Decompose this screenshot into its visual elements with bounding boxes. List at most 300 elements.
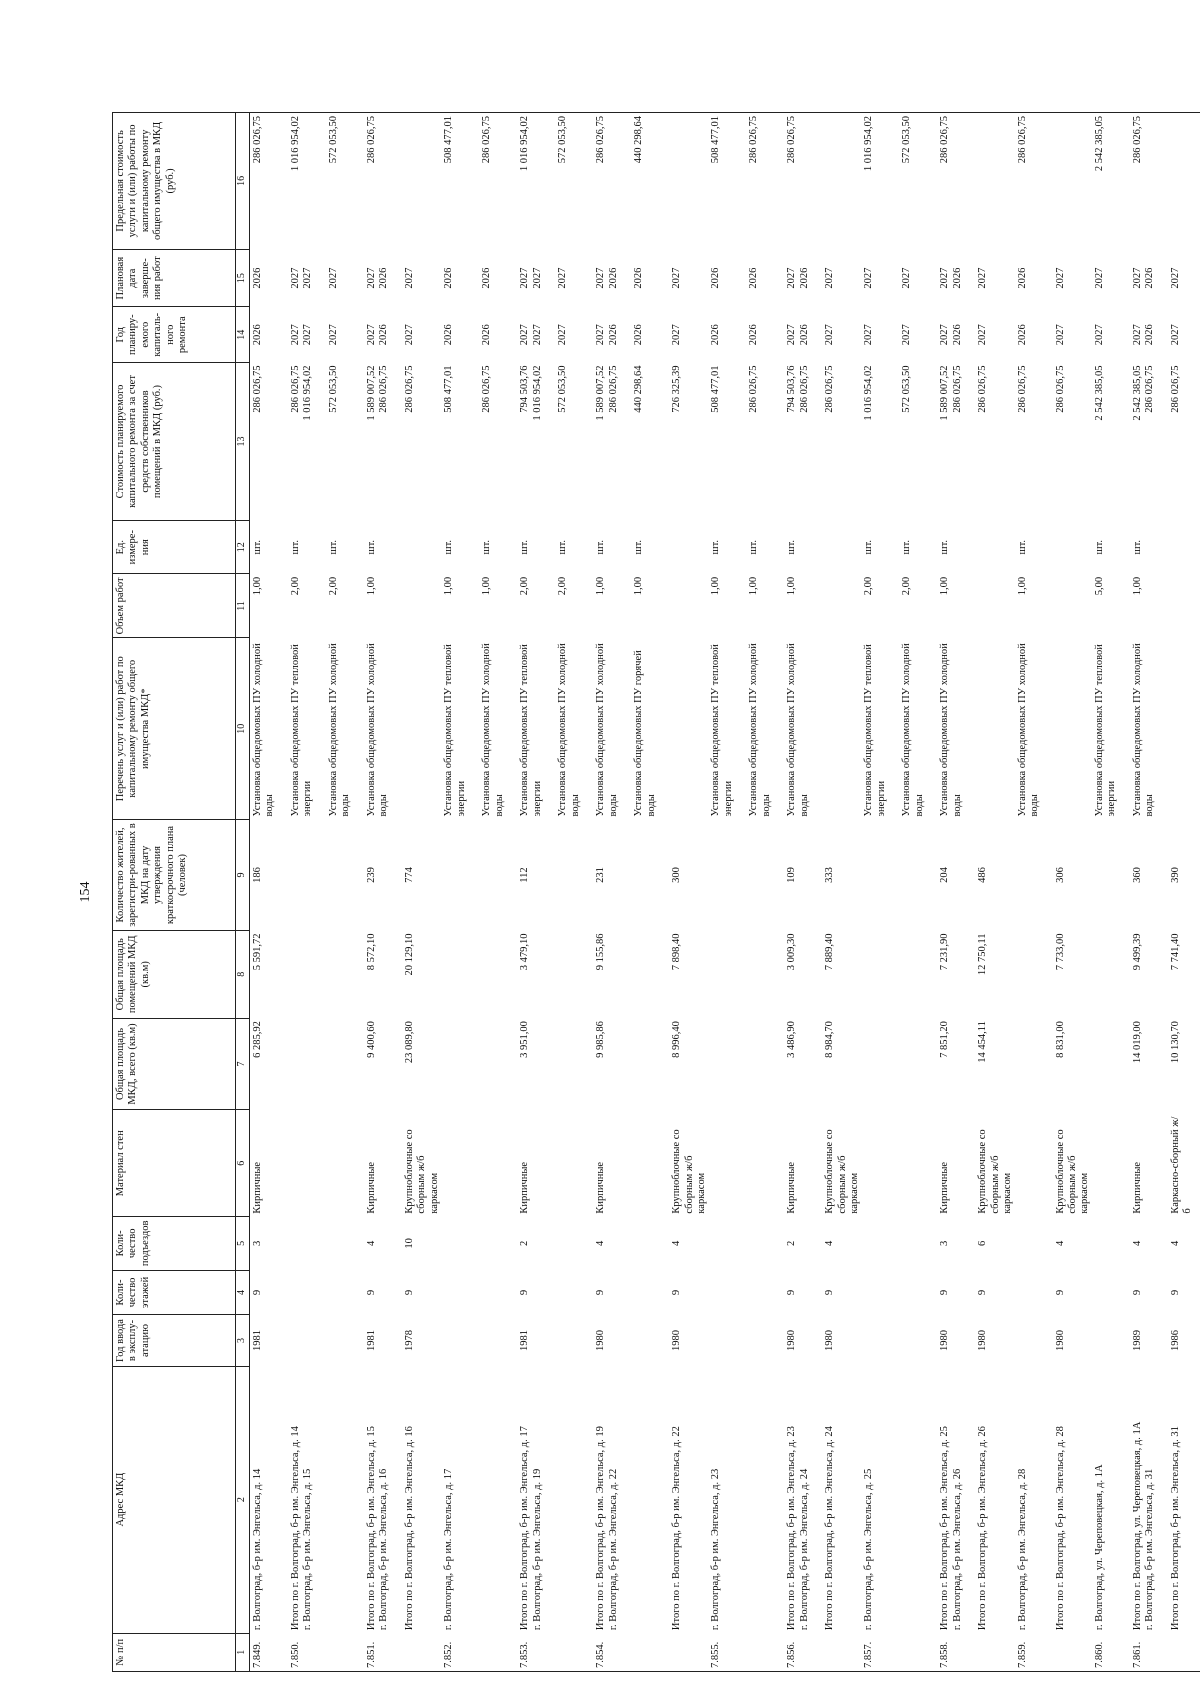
table-row	[746, 113, 784, 1672]
row-number-cell: 7.850.	[288, 1633, 326, 1671]
unit-cell: шт.	[519, 539, 531, 555]
address-line: Итого по г. Волгоград, б-р им. Энгельса, д. 25	[939, 1426, 951, 1631]
work-volume-cell: 2,00	[328, 576, 339, 596]
planned-year-cell	[326, 307, 364, 363]
work-volume-cell: 1,00	[748, 576, 760, 596]
planned-date-line: 2027	[1131, 267, 1143, 289]
limit-cost-cell	[1053, 113, 1092, 250]
planned-year-line: 2026	[481, 324, 493, 346]
address-cell	[937, 1366, 975, 1633]
planned-year-line: 2027	[671, 324, 683, 346]
entrances-cell: 3	[939, 1240, 951, 1246]
cost-line: 286 026,75	[748, 365, 760, 413]
address-line: Итого по г. Волгоград, б-р им. Энгельса, д. 22	[671, 1426, 683, 1631]
work-volume-cell: 1,00	[786, 576, 798, 596]
residents-cell	[708, 819, 746, 930]
commission-year-cell	[441, 1315, 479, 1366]
planned-date-cell	[861, 249, 899, 307]
floors-cell	[326, 1270, 364, 1315]
column-number-cell: 11	[236, 574, 250, 638]
address-line: г. Волгоград, б-р им. Энгельса, д. 24	[798, 1468, 810, 1631]
entrances-cell: 4	[595, 1240, 607, 1246]
residents-cell: 109	[786, 867, 798, 883]
planned-year-cell	[746, 307, 784, 363]
work-type-cell: Установка общедомовых ПУ тепловой энергии	[1093, 644, 1117, 817]
address-line: г. Волгоград, б-р им. Энгельса, д. 28	[1016, 1468, 1028, 1631]
cost-line: 440 298,64	[633, 365, 645, 413]
table-row	[975, 113, 1014, 1672]
cost-cell	[1092, 362, 1130, 520]
cost-cell	[402, 362, 441, 520]
limit-cost-cell: 286 026,75	[593, 113, 631, 250]
address-line: г. Волгоград, б-р им. Энгельса, д. 15	[302, 1468, 314, 1631]
planned-date-cell	[441, 249, 479, 307]
planned-date-line: 2026	[1016, 267, 1028, 289]
limit-cost-cell: 2 542 385,05	[1092, 113, 1130, 250]
planned-date-cell	[975, 249, 1014, 307]
row-number-cell	[479, 1633, 517, 1671]
wall-material-cell: Кирпичные	[939, 1161, 951, 1214]
floors-cell: 9	[252, 1289, 263, 1296]
planned-date-line: 2027	[290, 267, 301, 289]
table-row	[364, 113, 402, 1672]
work-type-cell	[1053, 638, 1092, 820]
table-row	[517, 113, 555, 1672]
planned-year-cell	[784, 307, 822, 363]
limit-cost-cell: 1 016 954,02	[861, 113, 899, 250]
address-line: г. Волгоград, ул. Череповецкая, д. 1А	[1093, 1464, 1105, 1631]
limit-cost-cell	[669, 113, 708, 250]
premises-area-cell	[1015, 931, 1053, 1019]
residents-cell	[861, 819, 899, 930]
cost-cell	[517, 362, 555, 520]
entrances-cell: 10	[404, 1238, 415, 1249]
cost-line: 1 016 954,02	[863, 365, 875, 421]
planned-date-line: 2026	[481, 267, 493, 289]
premises-area-cell: 20 129,10	[404, 933, 415, 976]
wall-material-cell: Крупноблочные со сборным ж/б каркасом	[404, 1129, 440, 1214]
floors-cell	[746, 1270, 784, 1315]
planned-year-cell	[1168, 307, 1200, 363]
cost-cell	[631, 362, 669, 520]
work-type-cell	[669, 638, 708, 820]
total-area-cell	[631, 1018, 669, 1110]
commission-year-cell: 1981	[252, 1330, 263, 1351]
entrances-cell	[1015, 1217, 1053, 1270]
planned-date-cell	[937, 249, 975, 307]
address-line: г. Волгоград, б-р им. Энгельса, д. 19	[531, 1468, 543, 1631]
planned-year-line: 2027	[863, 324, 875, 346]
address-line: Итого по г. Волгоград, б-р им. Энгельса, д. 17	[519, 1426, 531, 1631]
planned-date-cell	[364, 249, 402, 307]
address-line: г. Волгоград, б-р им. Энгельса, д. 14	[252, 1468, 263, 1631]
header-cell: Плановая дата заверше-ния работ	[113, 249, 236, 307]
cost-line: 286 026,75	[252, 365, 263, 413]
work-type-cell: Установка общедомовых ПУ холодной воды	[939, 643, 963, 817]
total-area-cell: 10 130,70	[1169, 1021, 1181, 1064]
residents-cell	[1092, 819, 1130, 930]
address-cell	[1015, 1366, 1053, 1633]
floors-cell: 9	[786, 1289, 798, 1296]
planned-year-line: 2026	[710, 324, 722, 346]
work-type-cell: Установка общедомовых ПУ горячей воды	[633, 650, 657, 817]
cost-line: 508 477,01	[443, 365, 455, 413]
row-number-cell: 7.852.	[441, 1633, 479, 1671]
entrances-cell: 4	[1131, 1240, 1143, 1246]
planned-year-line: 2026	[951, 324, 963, 346]
table-row	[555, 113, 593, 1672]
table-row	[937, 113, 975, 1672]
work-volume-cell: 1,00	[366, 576, 377, 596]
table-row	[479, 113, 517, 1672]
floors-cell	[861, 1270, 899, 1315]
address-cell	[746, 1366, 784, 1633]
cost-cell	[669, 362, 708, 520]
cost-cell	[975, 362, 1014, 520]
row-number-cell: 7.849.	[250, 1633, 289, 1671]
row-number-cell: 7.860.	[1092, 1633, 1130, 1671]
work-type-cell: Установка общедомовых ПУ тепловой энергии	[290, 644, 314, 817]
table-row	[708, 113, 746, 1672]
work-volume-cell: 1,00	[443, 576, 455, 596]
address-line: Итого по г. Волгоград, б-р им. Энгельса, д. 31	[1169, 1426, 1181, 1631]
premises-area-cell: 5 591,72	[252, 933, 263, 971]
header-cell: Перечень услуг и (или) работ по капитальному ремонту общего имущества МКД*	[113, 638, 236, 820]
planned-year-cell	[593, 307, 631, 363]
unit-cell: шт.	[901, 539, 913, 555]
premises-area-cell: 7 741,40	[1169, 933, 1181, 971]
page-number: 154	[78, 881, 93, 903]
planned-date-cell	[1053, 249, 1092, 307]
wall-material-cell	[479, 1110, 517, 1217]
unit-cell	[822, 521, 861, 574]
total-area-cell: 14 019,00	[1131, 1021, 1143, 1064]
limit-cost-cell: 286 026,75	[364, 113, 402, 250]
residents-cell	[899, 819, 937, 930]
cost-line: 2 542 385,05	[1131, 365, 1143, 421]
wall-material-cell	[1092, 1110, 1130, 1217]
address-cell	[899, 1366, 937, 1633]
column-number-cell: 10	[236, 638, 250, 820]
planned-date-cell	[555, 249, 593, 307]
limit-cost-cell: 286 026,75	[1130, 113, 1168, 250]
planned-date-line: 2027	[366, 267, 377, 289]
limit-cost-cell: 508 477,01	[708, 113, 746, 250]
residents-cell	[326, 819, 364, 930]
planned-year-cell	[937, 307, 975, 363]
cost-cell	[1168, 362, 1200, 520]
unit-cell	[975, 521, 1014, 574]
unit-cell: шт.	[252, 539, 263, 555]
cost-cell	[1130, 362, 1168, 520]
planned-date-line: 2027	[671, 267, 683, 289]
header-cell: Стоимость планируемого капитального ремонта за счет средств собственников помещений в МКД (руб.)	[113, 362, 236, 520]
address-line: Итого по г. Волгоград, б-р им. Энгельса, д. 23	[786, 1426, 798, 1631]
address-cell	[479, 1366, 517, 1633]
work-volume-cell: 1,00	[595, 576, 607, 596]
wall-material-cell: Каркасно-сборный ж/б	[1169, 1116, 1193, 1214]
limit-cost-cell: 572 053,50	[555, 113, 593, 250]
work-volume-cell	[402, 574, 441, 638]
unit-cell	[1168, 521, 1200, 574]
wall-material-cell	[441, 1110, 479, 1217]
residents-cell: 306	[1054, 867, 1066, 883]
planned-year-line: 2027	[290, 324, 301, 346]
wall-material-cell	[555, 1110, 593, 1217]
table-row	[1092, 113, 1130, 1672]
planned-date-cell	[593, 249, 631, 307]
planned-date-cell	[899, 249, 937, 307]
unit-cell: шт.	[939, 539, 951, 555]
commission-year-cell	[479, 1315, 517, 1366]
residents-cell	[631, 819, 669, 930]
address-cell	[669, 1366, 708, 1633]
limit-cost-cell: 286 026,75	[784, 113, 822, 250]
work-volume-cell: 2,00	[519, 576, 531, 596]
entrances-cell	[631, 1217, 669, 1270]
planned-year-cell	[631, 307, 669, 363]
row-number-cell	[555, 1633, 593, 1671]
cost-cell	[937, 362, 975, 520]
cost-line: 286 026,75	[977, 365, 989, 413]
planned-date-line: 2026	[443, 267, 455, 289]
planned-year-line: 2026	[252, 324, 263, 346]
planned-year-cell	[1015, 307, 1053, 363]
floors-cell: 9	[671, 1289, 683, 1296]
cost-line: 2 542 385,05	[1093, 365, 1105, 421]
row-number-cell	[402, 1633, 441, 1671]
unit-cell: шт.	[481, 539, 493, 555]
commission-year-cell	[555, 1315, 593, 1366]
wall-material-cell: Кирпичные	[366, 1161, 377, 1214]
row-number-cell: 7.856.	[784, 1633, 822, 1671]
header-cell: Адрес МКД	[113, 1366, 236, 1633]
planned-date-line: 2026	[252, 267, 263, 289]
entrances-cell	[479, 1217, 517, 1270]
wall-material-cell	[288, 1110, 326, 1217]
floors-cell	[899, 1270, 937, 1315]
planned-date-cell	[517, 249, 555, 307]
entrances-cell: 2	[519, 1240, 531, 1246]
residents-cell: 486	[977, 867, 989, 883]
header-cell: Предельная стоимость услуги и (или) работы по капитальному ремонту общего имущества в МКД (руб.)	[113, 113, 236, 250]
planned-date-cell	[669, 249, 708, 307]
floors-cell: 9	[519, 1289, 531, 1296]
planned-year-line: 2027	[404, 324, 415, 346]
premises-area-cell	[746, 931, 784, 1019]
planned-date-cell	[479, 249, 517, 307]
planned-year-cell	[250, 307, 289, 363]
total-area-cell: 14 454,11	[977, 1021, 989, 1063]
limit-cost-cell: 508 477,01	[441, 113, 479, 250]
row-number-cell	[822, 1633, 861, 1671]
planned-year-line: 2027	[939, 324, 951, 346]
cost-line: 1 589 007,52	[939, 365, 951, 421]
address-cell	[1053, 1366, 1092, 1633]
work-type-cell	[402, 638, 441, 820]
row-number-cell	[669, 1633, 708, 1671]
column-number-cell: 8	[236, 931, 250, 1019]
address-cell	[364, 1366, 402, 1633]
cost-line: 286 026,75	[1169, 365, 1181, 413]
commission-year-cell	[861, 1315, 899, 1366]
premises-area-cell	[631, 931, 669, 1019]
planned-date-line: 2026	[633, 267, 645, 289]
planned-year-line: 2026	[378, 324, 390, 346]
planned-year-line: 2027	[824, 324, 836, 346]
header-cell: Год планиру-емого капиталь-ного ремонта	[113, 307, 236, 363]
row-number-cell: 7.859.	[1015, 1633, 1053, 1671]
cost-line: 794 503,76	[519, 365, 531, 413]
work-volume-cell: 1,00	[1131, 576, 1143, 596]
address-line: Итого по г. Волгоград, б-р им. Энгельса, д. 28	[1054, 1426, 1066, 1631]
total-area-cell	[441, 1018, 479, 1110]
address-line: г. Волгоград, б-р им. Энгельса, д. 16	[378, 1468, 390, 1631]
planned-year-cell	[517, 307, 555, 363]
planned-year-cell	[555, 307, 593, 363]
header-cell: Объем работ	[113, 574, 236, 638]
residents-cell: 390	[1169, 867, 1181, 883]
cost-line: 286 026,75	[290, 365, 301, 413]
wall-material-cell: Крупноблочные со сборным ж/б каркасом	[671, 1129, 707, 1214]
table-row	[861, 113, 899, 1672]
entrances-cell: 4	[1169, 1240, 1181, 1246]
limit-cost-cell: 286 026,75	[1015, 113, 1053, 250]
commission-year-cell: 1981	[366, 1330, 377, 1351]
planned-year-line: 2026	[798, 324, 810, 346]
cost-cell	[784, 362, 822, 520]
address-cell	[402, 1366, 441, 1633]
cost-line: 1 589 007,52	[595, 365, 607, 421]
work-volume-cell: 1,00	[252, 576, 263, 596]
commission-year-cell	[1092, 1315, 1130, 1366]
planned-date-line: 2027	[863, 267, 875, 289]
address-cell	[1092, 1366, 1130, 1633]
residents-cell: 204	[939, 867, 951, 883]
premises-area-cell	[899, 931, 937, 1019]
commission-year-cell: 1989	[1131, 1330, 1143, 1351]
work-type-cell: Установка общедомовых ПУ тепловой энергии	[863, 644, 887, 817]
cost-line: 726 325,39	[671, 365, 683, 413]
commission-year-cell	[288, 1315, 326, 1366]
commission-year-cell	[1015, 1315, 1053, 1366]
planned-date-line: 2027	[824, 267, 836, 289]
planned-year-line: 2027	[1169, 324, 1181, 346]
work-type-cell: Установка общедомовых ПУ холодной воды	[1131, 643, 1155, 817]
entrances-cell	[899, 1217, 937, 1270]
total-area-cell	[1092, 1018, 1130, 1110]
column-number-cell: 3	[236, 1315, 250, 1366]
row-number-cell	[746, 1633, 784, 1671]
floors-cell: 9	[1169, 1289, 1181, 1296]
commission-year-cell: 1980	[671, 1330, 683, 1351]
header-cell: Год ввода в эксплу-атацию	[113, 1315, 236, 1366]
planned-date-line: 2027	[786, 267, 798, 289]
work-volume-cell: 1,00	[939, 576, 951, 596]
premises-area-cell	[441, 931, 479, 1019]
premises-area-cell: 3 479,10	[519, 933, 531, 971]
entrances-cell: 4	[1054, 1240, 1066, 1246]
wall-material-cell: Крупноблочные со сборным ж/б каркасом	[1054, 1129, 1091, 1214]
planned-year-line: 2026	[1144, 324, 1155, 346]
cost-cell	[899, 362, 937, 520]
unit-cell: шт.	[1131, 539, 1143, 555]
work-type-cell: Установка общедомовых ПУ холодной воды	[748, 643, 772, 817]
limit-cost-cell: 440 298,64	[631, 113, 669, 250]
residents-cell: 360	[1131, 867, 1143, 883]
row-number-cell	[1168, 1633, 1200, 1671]
work-volume-cell	[975, 574, 1014, 638]
planned-year-line: 2027	[531, 324, 543, 346]
work-type-cell: Установка общедомовых ПУ холодной воды	[252, 643, 276, 817]
floors-cell	[479, 1270, 517, 1315]
floors-cell: 9	[595, 1289, 607, 1296]
cost-line: 286 026,75	[951, 365, 963, 413]
address-line: Итого по г. Волгоград, б-р им. Энгельса, д. 19	[595, 1426, 607, 1631]
floors-cell	[1092, 1270, 1130, 1315]
table-row	[288, 113, 326, 1672]
planned-date-line: 2027	[1093, 267, 1105, 289]
residents-cell	[288, 819, 326, 930]
header-row	[113, 113, 236, 1672]
cost-line: 1 016 954,02	[302, 365, 314, 421]
work-type-cell	[1168, 638, 1200, 820]
premises-area-cell: 3 009,30	[786, 933, 798, 971]
entrances-cell	[746, 1217, 784, 1270]
limit-cost-cell: 286 026,75	[479, 113, 517, 250]
residents-cell: 231	[595, 867, 607, 883]
entrances-cell	[288, 1217, 326, 1270]
cost-cell	[288, 362, 326, 520]
planned-year-line: 2027	[1054, 324, 1066, 346]
header-cell: Общая площадь помещений МКД (кв.м)	[113, 931, 236, 1019]
wall-material-cell	[861, 1110, 899, 1217]
residents-cell	[555, 819, 593, 930]
premises-area-cell	[1092, 931, 1130, 1019]
row-number-cell: 7.857.	[861, 1633, 899, 1671]
address-cell	[250, 1366, 289, 1633]
unit-cell	[402, 521, 441, 574]
planned-year-line: 2027	[977, 324, 989, 346]
premises-area-cell: 7 898,40	[671, 933, 683, 971]
address-cell	[631, 1366, 669, 1633]
cost-cell	[326, 362, 364, 520]
address-line: Итого по г. Волгоград, б-р им. Энгельса, д. 16	[404, 1426, 415, 1631]
cost-line: 286 026,75	[1054, 365, 1066, 413]
planned-year-cell	[708, 307, 746, 363]
wall-material-cell	[631, 1110, 669, 1217]
total-area-cell: 9 985,86	[595, 1021, 607, 1058]
cost-cell	[1053, 362, 1092, 520]
planned-year-cell	[975, 307, 1014, 363]
unit-cell: шт.	[557, 539, 569, 555]
cost-line: 508 477,01	[710, 365, 722, 413]
header-cell: Коли-чество подъездов	[113, 1217, 236, 1270]
cost-line: 286 026,75	[1144, 365, 1155, 413]
cost-line: 572 053,50	[557, 365, 569, 413]
work-volume-cell: 2,00	[290, 576, 301, 596]
table-row	[631, 113, 669, 1672]
row-number-cell: 7.853.	[517, 1633, 555, 1671]
entrances-cell	[1092, 1217, 1130, 1270]
commission-year-cell: 1980	[939, 1330, 951, 1351]
table-row	[402, 113, 441, 1672]
work-type-cell: Установка общедомовых ПУ тепловой энергии	[519, 644, 543, 817]
planned-year-line: 2027	[786, 324, 798, 346]
row-number-cell: 7.861.	[1130, 1633, 1168, 1671]
work-type-cell: Установка общедомовых ПУ холодной воды	[786, 643, 810, 817]
commission-year-cell	[326, 1315, 364, 1366]
